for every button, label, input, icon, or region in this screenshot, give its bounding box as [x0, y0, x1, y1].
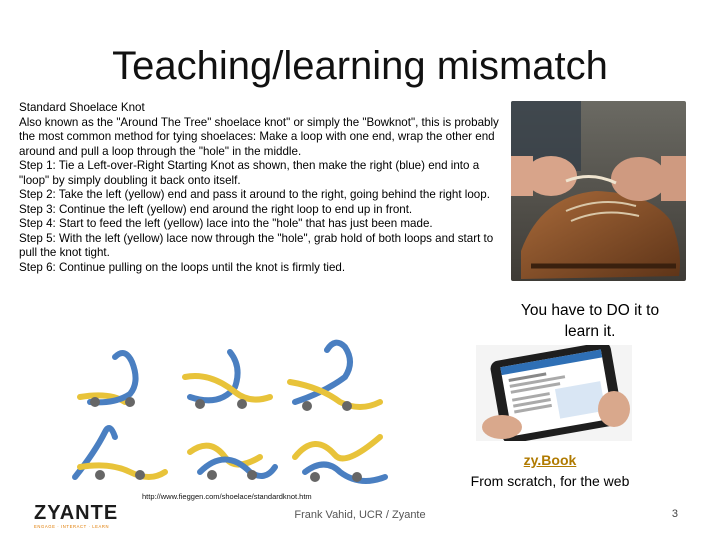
- zybook-link[interactable]: zy.Book: [523, 452, 577, 468]
- tablet-image: [476, 345, 632, 441]
- instruction-line: Step 1: Tie a Left-over-Right Starting Knot as shown, then make the right (blue) end into a "loop" by simply doubling it back onto itself.: [19, 159, 480, 187]
- page-number: 3: [671, 508, 678, 520]
- shoelace-instructions: [19, 101, 499, 275]
- instruction-line: Step 3: Continue the left (yellow) end around the right loop to end up in front.: [19, 202, 413, 216]
- knot-step-6: [295, 437, 385, 482]
- knot-step-5: [190, 446, 275, 480]
- slide-title: Teaching/learning mismatch: [112, 44, 608, 88]
- knot-step-1: [80, 353, 136, 407]
- zybook-block: [440, 450, 660, 492]
- logo-tagline: ENGAGE · INTERACT · LEARN: [34, 524, 110, 529]
- logo-wordmark: ZYANTE: [34, 502, 119, 524]
- knot-step-3: [290, 343, 380, 411]
- instruction-line: Standard Shoelace Knot: [19, 101, 145, 114]
- knot-steps-diagram: [70, 332, 395, 487]
- instruction-line: Step 2: Take the left (yellow) end and pass it around to the right, going behind the right loop.: [19, 188, 490, 201]
- zybook-caption: From scratch, for the web: [470, 473, 630, 489]
- instruction-line: Step 4: Start to feed the left (yellow) lace into the "hole" that has just been made.: [19, 217, 433, 230]
- knot-step-4: [75, 428, 165, 480]
- source-url: http://www.fieggen.com/shoelace/standardknot.htm: [142, 492, 312, 501]
- knot-step-2: [185, 352, 270, 409]
- footer-author: Frank Vahid, UCR / Zyante: [294, 509, 426, 521]
- instruction-line: Step 5: With the left (yellow) lace now through the "hole", grab hold of both loops and start to pull the knot tight.: [19, 231, 494, 259]
- instruction-line: Also known as the "Around The Tree" shoelace knot" or simply the "Bowknot", this is probably the most common method for tying shoelaces: Make a loop with one end, wrap the other end around and pull a loop through the "hole" in the middle.: [19, 115, 499, 158]
- shoe-tying-photo: [511, 101, 686, 281]
- do-it-caption: You have to DO it to learn it.: [520, 302, 660, 340]
- instruction-line: Step 6: Continue pulling on the loops until the knot is firmly tied.: [19, 260, 346, 274]
